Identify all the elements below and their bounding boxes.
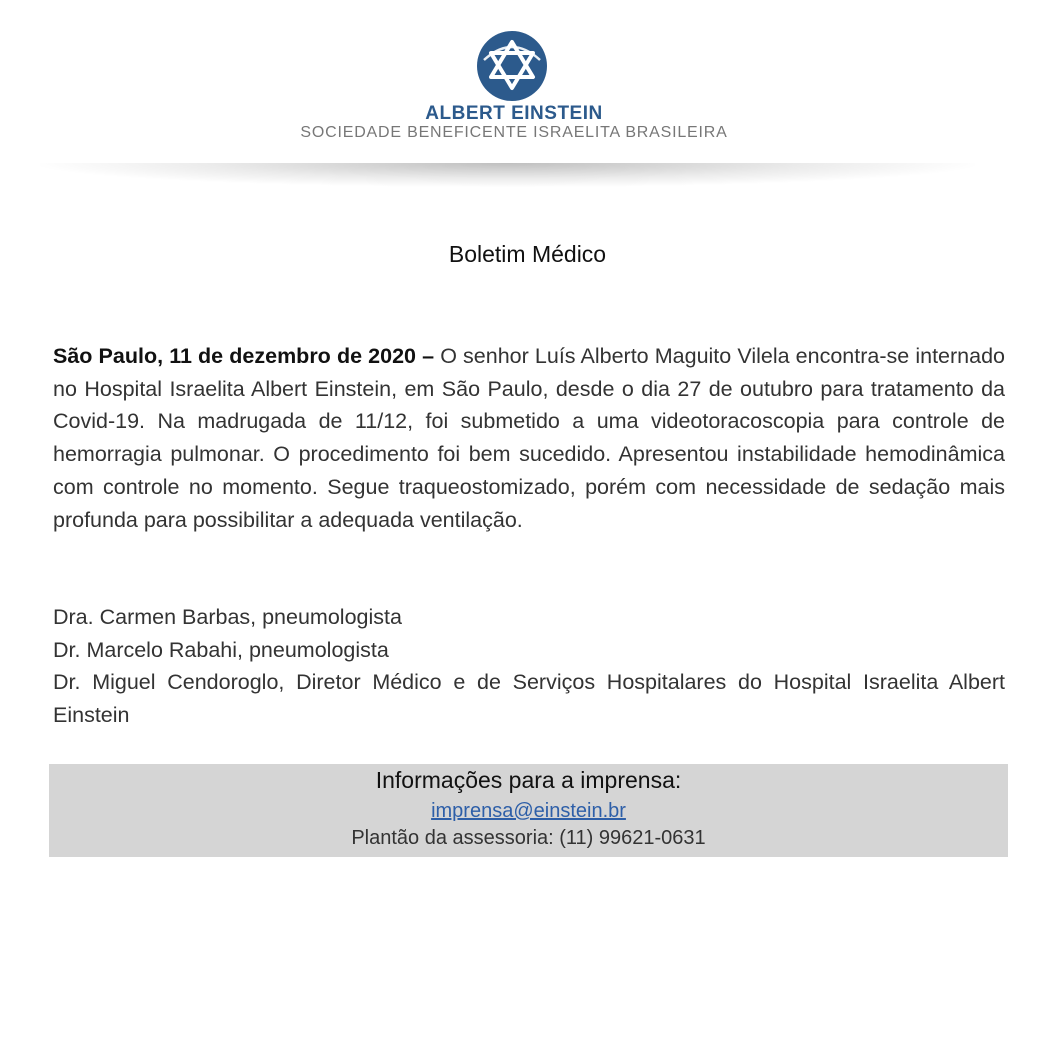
- organization-subtitle: SOCIEDADE BENEFICENTE ISRAELITA BRASILEIRA: [300, 124, 728, 141]
- press-info-box: [49, 764, 1008, 857]
- document-title: Boletim Médico: [448, 241, 607, 267]
- organization-name: ALBERT EINSTEIN: [425, 103, 603, 124]
- signature-line: Dr. Miguel Cendoroglo, Diretor Médico e de Serviços Hospitalares do Hospital Israelita Albert Einstein: [53, 670, 1005, 727]
- letterhead: [0, 0, 1055, 200]
- star-of-david-logo-icon: [476, 30, 548, 102]
- dateline: São Paulo, 11 de dezembro de 2020 –: [53, 344, 435, 368]
- press-email-link[interactable]: imprensa@einstein.br: [431, 800, 626, 822]
- signature-block: [53, 601, 1005, 731]
- signature-line: Dr. Marcelo Rabahi, pneumologista: [53, 637, 389, 662]
- bulletin-body: [53, 340, 1005, 536]
- header-divider-shadow: [40, 163, 975, 187]
- press-info-title: Informações para a imprensa:: [375, 767, 682, 793]
- signature-line: Dra. Carmen Barbas, pneumologista: [53, 605, 402, 629]
- press-phone-line: Plantão da assessoria: (11) 99621-0631: [351, 827, 706, 849]
- bulletin-text: O senhor Luís Alberto Maguito Vilela encontra-se internado no Hospital Israelita Albert Einstein, em São Paulo, desde o dia 27 de outubro para tratamento da Covid-19. Na madrugada de 11/12, foi submetido a uma videotoracoscopia para controle de hemorragia pulmonar. O procedimento foi bem sucedido. Apresentou instabilidade hemodinâmica com controle no momento. Segue traqueostomizado, porém com necessidade de sedação mais profunda para possibilitar a adequada ventilação.: [53, 344, 1006, 532]
